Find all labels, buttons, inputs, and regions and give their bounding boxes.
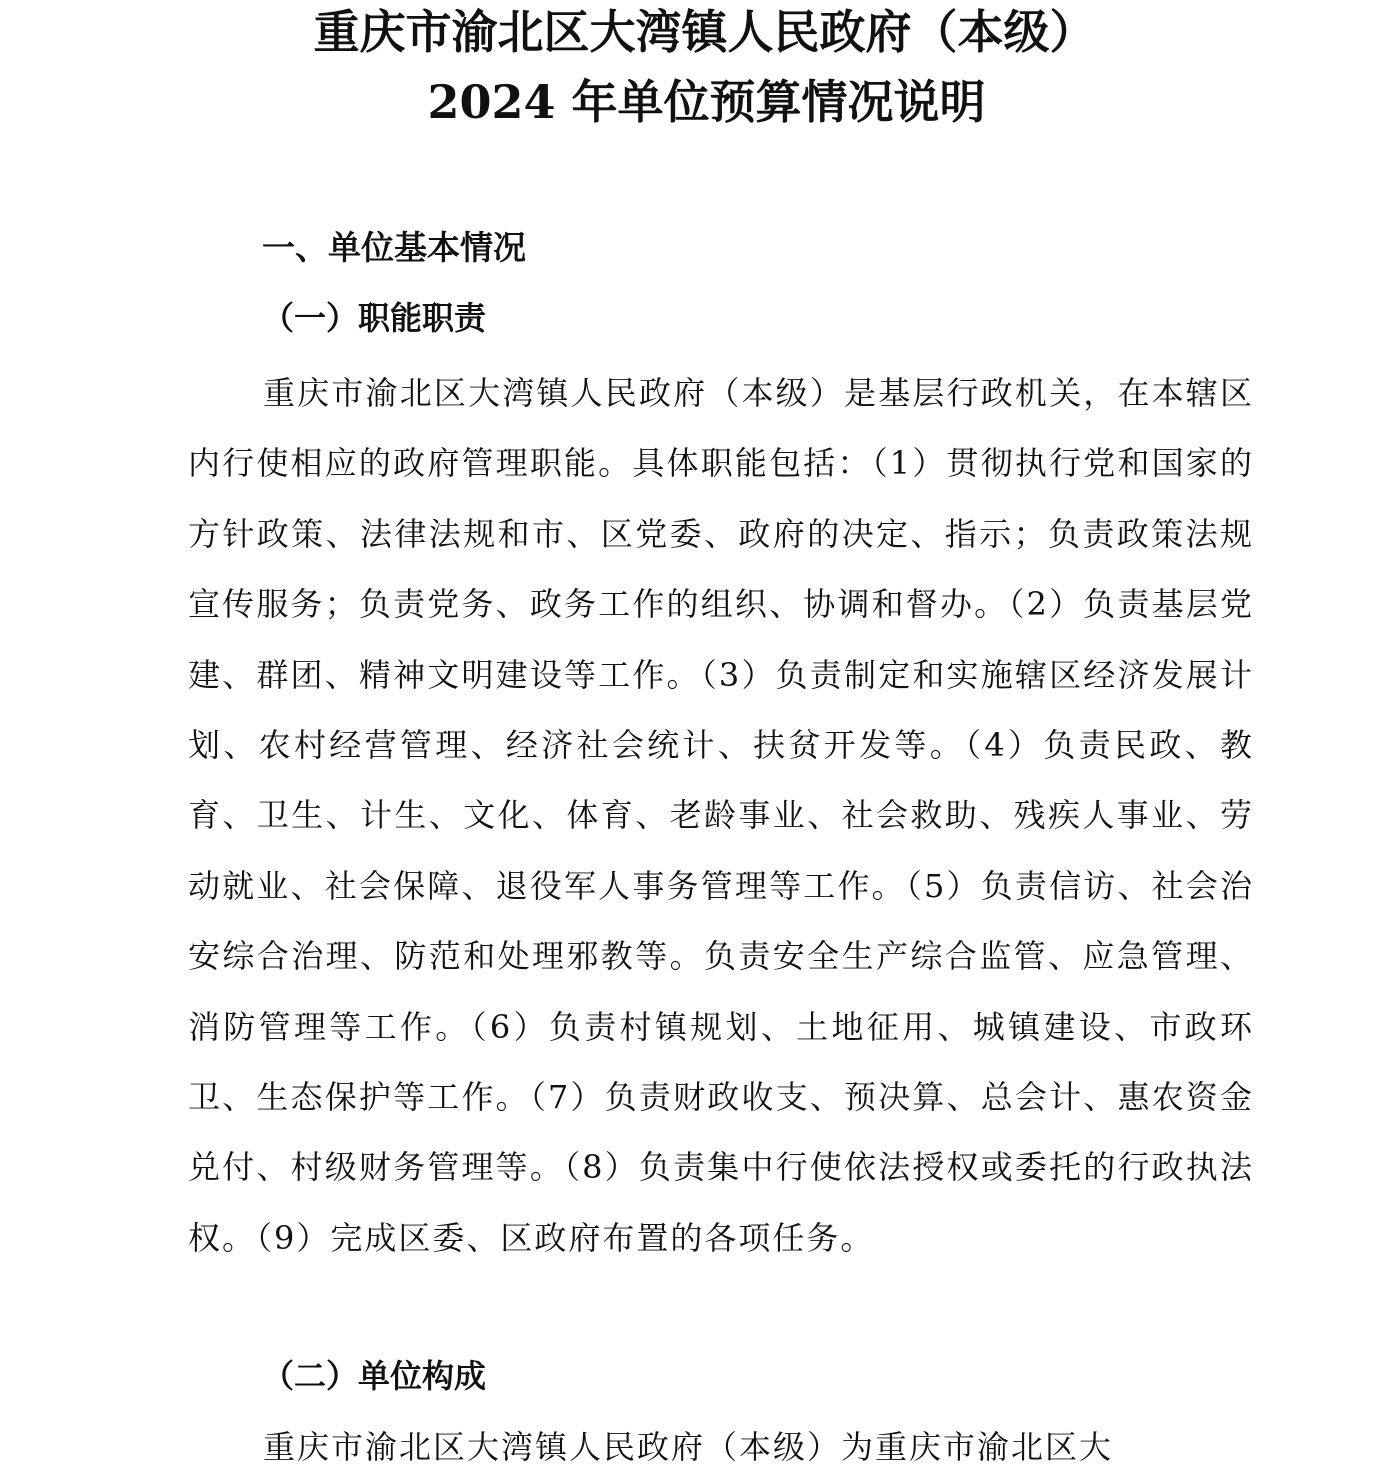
document-title-line-2: 2024 年单位预算情况说明	[427, 75, 986, 129]
subsection-heading-unit-composition: （二）单位构成	[262, 1357, 487, 1395]
functions-paragraph: 重庆市渝北区大湾镇人民政府（本级）是基层行政机关，在本辖区内行使相应的政府管理职能。具体职能包括：（1）贯彻执行党和国家的方针政策、法律法规和市、区党委、政府的决定、指示；负责政策法规宣传服务；负责党务、政务工作的组织、协调和督办。（2）负责基层党建、群团、精神文明建设等工作。（3）负责制定和实施辖区经济发展计划、农村经营管理、经济社会统计、扶贫开发等。（4）负责民政、教育、卫生、计生、文化、体育、老龄事业、社会救助、残疾人事业、劳动就业、社会保障、退役军人事务管理等工作。（5）负责信访、社会治安综合治理、防范和处理邪教等。负责安全生产综合监管、应急管理、消防管理等工作。（6）负责村镇规划、土地征用、城镇建设、市政环卫、生态保护等工作。（7）负责财政收支、预决算、总会计、惠农资金兑付、村级财务管理等。（8）负责集中行使依法授权或委托的行政执法权。（9）完成区委、区政府布置的各项任务。	[188, 374, 1254, 1257]
document-title-line-1: 重庆市渝北区大湾镇人民政府（本级）	[313, 5, 1096, 59]
composition-paragraph: 重庆市渝北区大湾镇人民政府（本级）为重庆市渝北区大	[263, 1428, 1114, 1466]
subsection-heading-functions: （一）职能职责	[262, 299, 487, 337]
section-heading-unit-basics: 一、单位基本情况	[262, 228, 526, 267]
